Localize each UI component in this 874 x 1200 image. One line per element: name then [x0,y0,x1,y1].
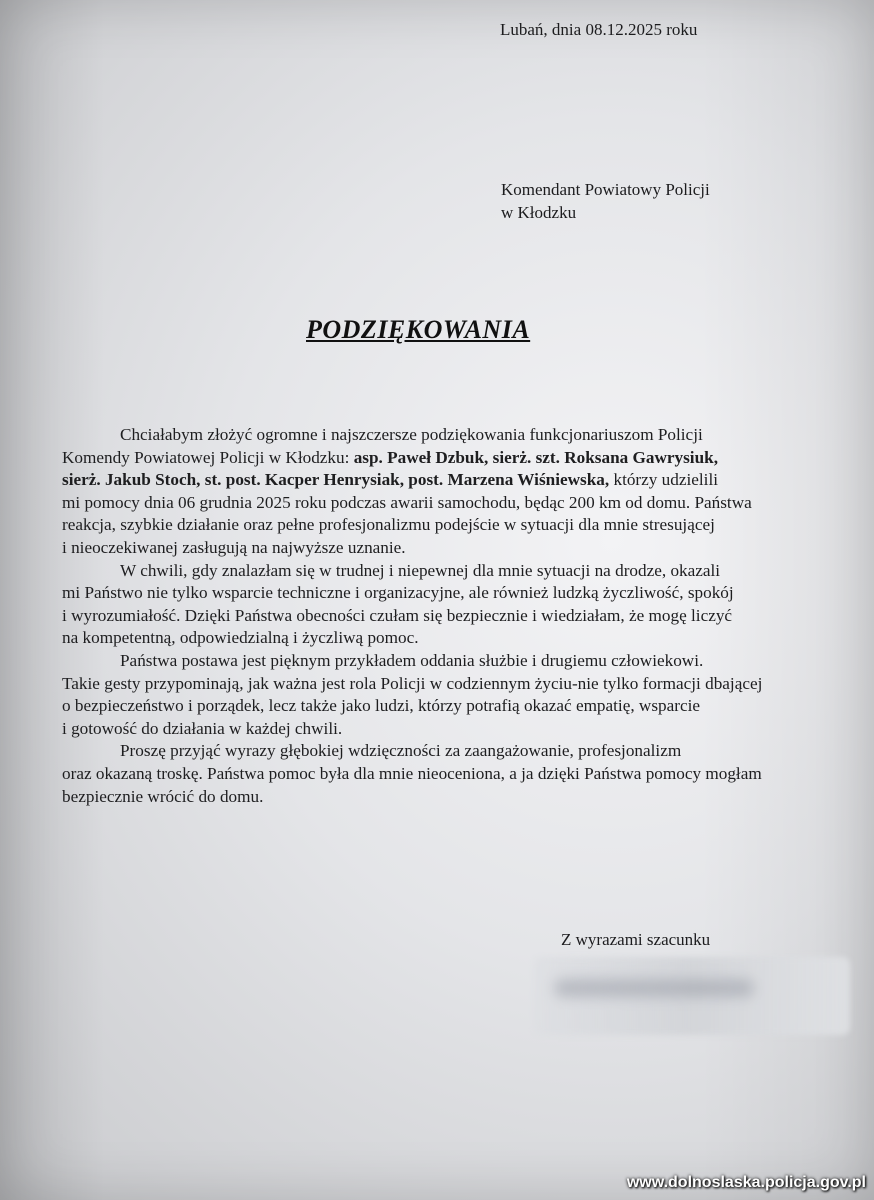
body-text: Komendy Powiatowej Policji w Kłodzku: [62,447,354,467]
body-text: oraz okazaną troskę. Państwa pomoc była dla mnie nieoceniona, a ja dzięki Państwa pomocy mogłam [62,763,762,783]
body-text: którzy udzielili [609,470,718,490]
letter-body [62,424,820,808]
body-line [62,786,820,809]
body-text: reakcja, szybkie działanie oraz pełne profesjonalizmu podejście w sytuacji dla mnie stresującej [62,515,715,535]
body-line [62,763,820,786]
body-text: na kompetentną, odpowiedzialną i życzliwą pomoc. [62,628,419,648]
body-line [62,514,820,537]
body-text: Państwa postawa jest pięknym przykładem oddania służbie i drugiemu człowiekowi. [120,650,704,670]
body-line [62,560,820,583]
body-line [62,718,820,741]
body-text: W chwili, gdy znalazłam się w trudnej i niepewnej dla mnie sytuacji na drodze, okazali [120,560,721,580]
body-line [62,492,820,515]
letter-date: Lubań, dnia 08.12.2025 roku [500,20,698,39]
source-watermark: www.dolnoslaska.policja.gov.pl [626,1174,866,1191]
body-text: bezpiecznie wrócić do domu. [62,786,264,806]
body-line [62,627,820,650]
signature-smudge [554,979,754,997]
recipient-line: w Kłodzku [501,203,577,222]
body-line [62,469,820,492]
body-line [62,424,820,447]
officer-names: asp. Paweł Dzbuk, sierż. szt. Roksana Gawrysiuk, [353,447,718,467]
blurred-signature [534,957,850,1035]
officer-names: sierż. Jakub Stoch, st. post. Kacper Henrysiak, post. Marzena Wiśniewska, [62,470,610,490]
body-line [62,582,820,605]
body-line [62,695,820,718]
recipient-block [501,178,710,224]
body-text: Proszę przyjąć wyrazy głębokiej wdzięczności za zaangażowanie, profesjonalizm [120,741,682,761]
body-line [62,673,820,696]
body-line [62,447,820,470]
body-text: Chciałabym złożyć ogromne i najszczersze podziękowania funkcjonariuszom Policji [120,425,703,444]
body-line [62,740,820,763]
body-text: i nieoczekiwanej zasługują na najwyższe uznanie. [62,537,406,557]
body-line [62,650,820,673]
body-text: mi pomocy dnia 06 grudnia 2025 roku podczas awarii samochodu, będąc 200 km od domu. Państwa [62,492,752,512]
body-text: mi Państwo nie tylko wsparcie techniczne i organizacyjne, ale również ludzką życzliwość, spokój [62,583,734,603]
body-text: i wyrozumiałość. Dzięki Państwa obecności czułam się bezpiecznie i wiedziałam, że mogę liczyć [62,605,733,625]
body-line [62,537,820,560]
body-line [62,605,820,628]
closing-phrase: Z wyrazami szacunku [561,930,711,949]
body-text: o bezpieczeństwo i porządek, lecz także jako ludzi, którzy potrafią okazać empatię, wsparcie [62,696,701,716]
letter-title: PODZIĘKOWANIA [306,315,531,344]
body-text: Takie gesty przypominają, jak ważna jest rola Policji w codziennym życiu-nie tylko formacji dbającej [62,673,763,693]
recipient-line: Komendant Powiatowy Policji [501,180,710,199]
body-text: i gotowość do działania w każdej chwili. [62,718,343,738]
